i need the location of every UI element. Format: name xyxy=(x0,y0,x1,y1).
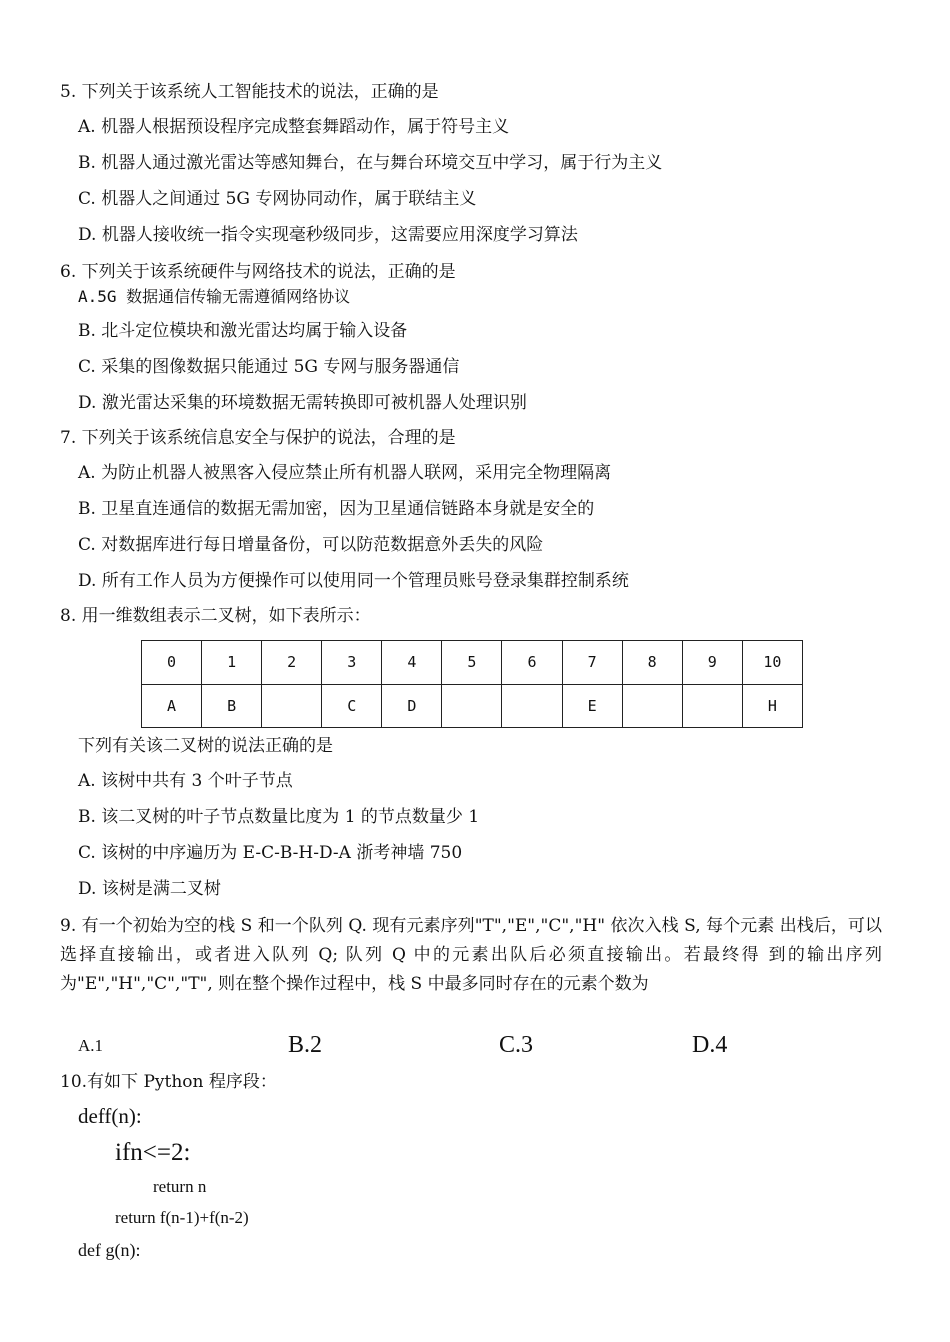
table-cell: 10 xyxy=(742,641,802,685)
question-8-sub-stem: 下列有关该二叉树的说法正确的是 xyxy=(78,736,333,756)
question-7-option-a: A. 为防止机器人被黑客入侵应禁止所有机器人联网，采用完全物理隔离 xyxy=(78,463,612,483)
question-6-option-d: D. 激光雷达采集的环境数据无需转换即可被机器人处理识别 xyxy=(78,393,527,413)
question-6-option-b: B. 北斗定位模块和激光雷达均属于输入设备 xyxy=(78,321,408,341)
question-6-stem: 6. 下列关于该系统硬件与网络技术的说法，正确的是 xyxy=(60,262,456,282)
question-6-option-c: C. 采集的图像数据只能通过 5G 专网与服务器通信 xyxy=(78,357,460,377)
table-cell: 9 xyxy=(682,641,742,685)
question-8-option-b: B. 该二叉树的叶子节点数量比度为 1 的节点数量少 1 xyxy=(78,807,480,827)
table-cell: 7 xyxy=(562,641,622,685)
question-8-option-d: D. 该树是满二叉树 xyxy=(78,879,221,899)
table-cell xyxy=(682,684,742,728)
question-9-option-d: D.4 xyxy=(692,1032,728,1058)
question-7-option-d: D. 所有工作人员为方便操作可以使用同一个管理员账号登录集群控制系统 xyxy=(78,571,629,591)
table-cell xyxy=(622,684,682,728)
table-cell xyxy=(502,684,562,728)
table-cell: 2 xyxy=(262,641,322,685)
code-line-4: return f(n-1)+f(n-2) xyxy=(115,1208,249,1227)
question-5-stem: 5. 下列关于该系统人工智能技术的说法，正确的是 xyxy=(60,82,439,102)
table-cell: 8 xyxy=(622,641,682,685)
question-5-option-b: B. 机器人通过激光雷达等感知舞台，在与舞台环境交互中学习，属于行为主义 xyxy=(78,153,663,173)
code-line-2: ifn<=2: xyxy=(115,1139,191,1166)
question-8-option-a: A. 该树中共有 3 个叶子节点 xyxy=(78,771,293,791)
code-line-1: deff(n): xyxy=(78,1104,142,1128)
question-10-stem: 10.有如下 Python 程序段： xyxy=(60,1072,277,1092)
question-8-stem: 8. 用一维数组表示二叉树，如下表所示： xyxy=(60,606,371,626)
question-5-option-a: A. 机器人根据预设程序完成整套舞蹈动作，属于符号主义 xyxy=(78,117,510,137)
question-7-option-b: B. 卫星直连通信的数据无需加密，因为卫星通信链路本身就是安全的 xyxy=(78,499,595,519)
table-cell: H xyxy=(742,684,802,728)
question-9-stem: 9. 有一个初始为空的栈 S 和一个队列 Q. 现有元素序列"T","E","C","H" 依次入栈 S, 每个元素 出栈后，可以选择直接输出，或者进入队列 Q; 队列 Q 中的元素出队后必须直接输出。若最终得 到的输出序列为"E","H","C","T", 则在整个操作过程中，栈 S 中最多同时存在的元素个数为 xyxy=(60,916,882,994)
table-cell: 1 xyxy=(202,641,262,685)
table-cell: 4 xyxy=(382,641,442,685)
question-9-option-a: A.1 xyxy=(78,1036,104,1055)
binary-tree-array-table xyxy=(141,640,803,728)
table-cell xyxy=(442,684,502,728)
code-line-5: def g(n): xyxy=(78,1240,141,1260)
table-cell: 6 xyxy=(502,641,562,685)
table-cell xyxy=(262,684,322,728)
question-8-option-c: C. 该树的中序遍历为 E-C-B-H-D-A 浙考神墙 750 xyxy=(78,843,463,863)
question-5-option-d: D. 机器人接收统一指令实现毫秒级同步，这需要应用深度学习算法 xyxy=(78,225,578,245)
question-9-option-b: B.2 xyxy=(288,1032,323,1058)
question-7-stem: 7. 下列关于该系统信息安全与保护的说法，合理的是 xyxy=(60,428,456,448)
question-5-option-c: C. 机器人之间通过 5G 专网协同动作，属于联结主义 xyxy=(78,189,477,209)
question-6-option-a: A.5G 数据通信传输无需遵循网络协议 xyxy=(78,287,351,306)
code-line-3: return n xyxy=(153,1177,207,1196)
table-cell: 3 xyxy=(322,641,382,685)
table-index-row xyxy=(142,641,803,685)
question-7-option-c: C. 对数据库进行每日增量备份，可以防范数据意外丢失的风险 xyxy=(78,535,544,555)
table-cell: B xyxy=(202,684,262,728)
table-cell: E xyxy=(562,684,622,728)
table-cell: A xyxy=(142,684,202,728)
question-9-option-c: C.3 xyxy=(499,1032,534,1058)
table-cell: 0 xyxy=(142,641,202,685)
table-cell: D xyxy=(382,684,442,728)
table-value-row xyxy=(142,684,803,728)
table-cell: 5 xyxy=(442,641,502,685)
table-cell: C xyxy=(322,684,382,728)
